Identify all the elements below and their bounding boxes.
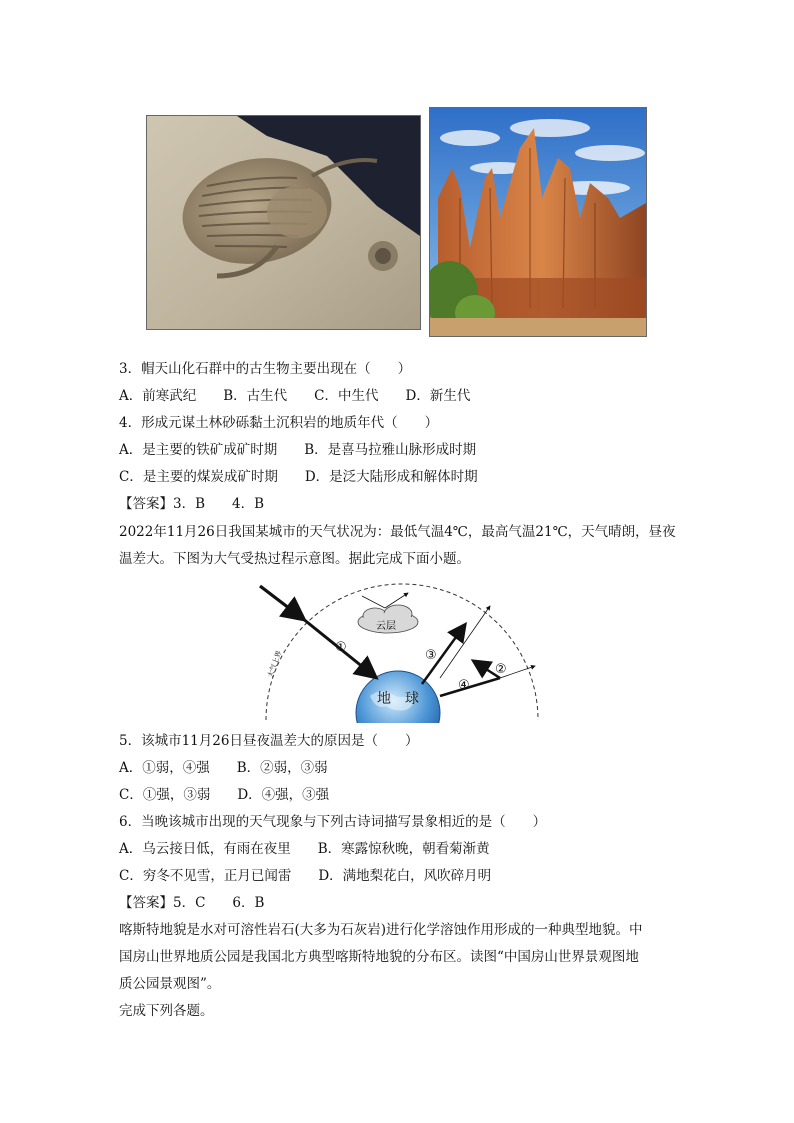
passage-karst-line-4: 完成下列各题。	[119, 1003, 214, 1019]
marker-4: ④	[458, 678, 470, 693]
question-4-options-row-1: A．是主要的铁矿成矿时期 B．是喜马拉雅山脉形成时期	[119, 442, 477, 458]
marker-1: ①	[335, 640, 347, 655]
earth-label: 地 球	[377, 691, 419, 707]
question-4-stem: 4．形成元谋土林砂砾黏土沉积岩的地质年代（ ）	[119, 415, 439, 431]
passage-karst-line-2: 国房山世界地质公园是我国北方典型喀斯特地貌的分布区。读图“中国房山世界景观图地	[119, 949, 639, 965]
marker-2: ②	[495, 662, 507, 677]
answer-3-4: 【答案】3．B 4．B	[119, 496, 265, 512]
passage-karst-line-3: 质公园景观图”。	[119, 976, 221, 992]
trilobite-fossil-photo	[146, 115, 421, 330]
atmosphere-top-label: 大气上界	[266, 649, 284, 679]
marker-3: ③	[425, 648, 437, 663]
cloud-label: 云层	[376, 621, 396, 632]
question-6-options-row-1: A．乌云接日低，有雨在夜里 B．寒露惊秋晚，朝看菊渐黄	[119, 841, 490, 857]
earth-forest-landform-photo	[429, 107, 647, 337]
passage-karst-line-1: 喀斯特地貌是水对可溶性岩石(大多为石灰岩)进行化学溶蚀作用形成的一种典型地貌。中	[119, 922, 643, 938]
question-6-options-row-2: C．穷冬不见雪，正月已闻雷 D．满地梨花白，风吹碎月明	[119, 868, 492, 884]
question-5-options-row-1: A．①弱，④强 B．②弱，③弱	[119, 760, 328, 776]
question-3-stem: 3．帽天山化石群中的古生物主要出现在（ ）	[119, 361, 412, 377]
question-3-options: A．前寒武纪 B．古生代 C．中生代 D．新生代	[119, 388, 471, 404]
answer-5-6: 【答案】5．C 6．B	[119, 895, 265, 911]
question-5-options-row-2: C．①强，③弱 D．④强，③强	[119, 787, 330, 803]
question-6-stem: 6．当晚该城市出现的天气现象与下列古诗词描写景象相近的是（ ）	[119, 814, 547, 830]
passage-weather-line-1: 2022年11月26日我国某城市的天气状况为：最低气温4℃，最高气温21℃，天气晴朗，昼夜	[119, 524, 676, 540]
question-5-stem: 5．该城市11月26日昼夜温差大的原因是（ ）	[119, 733, 419, 749]
passage-weather-line-2: 温差大。下图为大气受热过程示意图。据此完成下面小题。	[119, 551, 470, 567]
question-4-options-row-2: C．是主要的煤炭成矿时期 D．是泛大陆形成和解体时期	[119, 469, 478, 485]
atmosphere-heating-diagram	[250, 578, 550, 723]
